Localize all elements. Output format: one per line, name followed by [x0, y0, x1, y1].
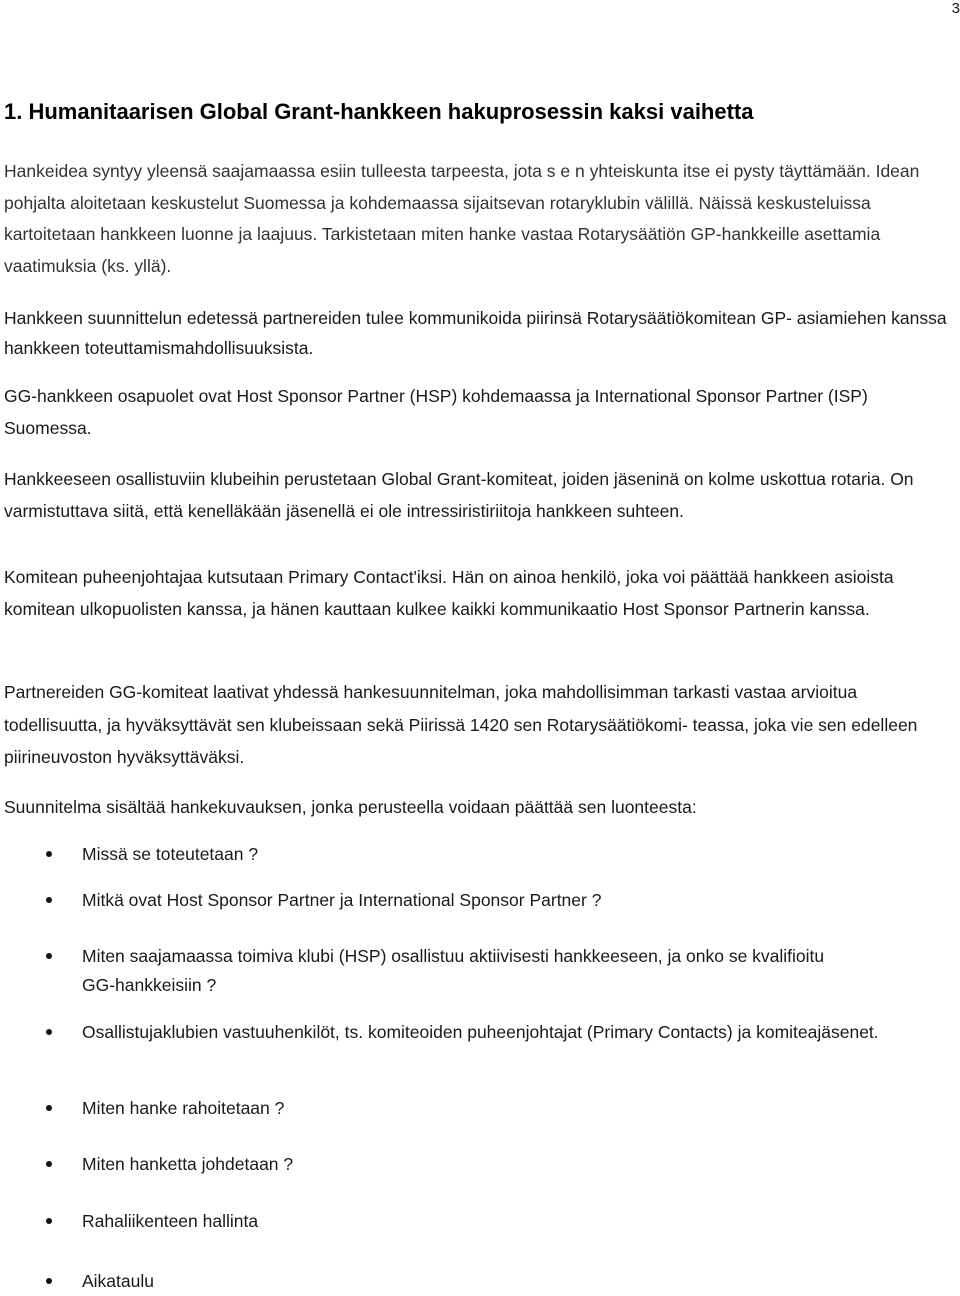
list-item-text: Mitkä ovat Host Sponsor Partner ja International Sponsor Partner ? — [82, 890, 602, 910]
list-item-text: Aikataulu — [82, 1271, 154, 1291]
bullet-icon — [46, 897, 52, 903]
list-item — [82, 942, 842, 999]
list-item — [82, 1267, 922, 1296]
list-item — [82, 840, 922, 869]
paragraph-communication: Hankkeen suunnittelun edetessä partnereiden tulee kommunikoida piirinsä Rotarysäätiökomitean GP- asiamiehen kanssa hankkeen toteuttamismahdollisuuksista. — [4, 308, 947, 358]
bullet-icon — [46, 1105, 52, 1111]
list-item-text: Miten hanke rahoitetaan ? — [82, 1098, 285, 1118]
page-number: 3 — [951, 0, 960, 17]
bullet-icon — [46, 1278, 52, 1284]
paragraph-project-plan: Partnereiden GG-komiteat laativat yhdessä hankesuunnitelman, joka mahdollisimman tarkasti vastaa arvioitua todellisuutta, ja hyväksyttävät sen klubeissaan sekä Piirissä 1420 sen Rotarysäätiökomi- teassa, joka vie sen edelleen piirineuvoston hyväksyttäväksi. — [4, 682, 918, 767]
list-item-text: Miten saajamaassa toimiva klubi (HSP) osallistuu aktiivisesti hankkeeseen, ja onko se kvalifioitu GG-hankkeisiin ? — [82, 946, 825, 995]
list-item — [82, 1207, 922, 1236]
section-heading: 1. Humanitaarisen Global Grant-hankkeen hakuprosessin kaksi vaihetta — [4, 99, 754, 124]
list-item — [82, 1150, 922, 1179]
list-item — [82, 1094, 922, 1123]
bullet-icon — [46, 851, 52, 857]
paragraph-primary-contact: Komitean puheenjohtajaa kutsutaan Primary Contact'iksi. Hän on ainoa henkilö, joka voi päättää hankkeen asioista komitean ulkopuolisten kanssa, ja hänen kauttaan kulkee kaikki kommunikaatio Host Sponsor Partnerin kanssa. — [4, 567, 894, 619]
list-item-text: Rahaliikenteen hallinta — [82, 1211, 259, 1231]
paragraph-parties: GG-hankkeen osapuolet ovat Host Sponsor Partner (HSP) kohdemaassa ja International Sponsor Partner (ISP) Suomessa. — [4, 386, 868, 438]
bullet-icon — [46, 1218, 52, 1224]
bullet-icon — [46, 1161, 52, 1167]
paragraph-plan-contents: Suunnitelma sisältää hankekuvauksen, jonka perusteella voidaan päättää sen luonteesta: — [4, 797, 697, 817]
list-item — [82, 886, 922, 915]
list-item — [82, 1018, 912, 1047]
list-item-text: Missä se toteutetaan ? — [82, 844, 259, 864]
paragraph-committees: Hankkeeseen osallistuviin klubeihin perustetaan Global Grant-komiteat, joiden jäseninä on kolme uskottua rotaria. On varmistuttava siitä, että kenelläkään jäsenellä ei ole intressiristiriitoja hankkeen suhteen. — [4, 469, 914, 521]
paragraph-intro: Hankeidea syntyy yleensä saajamaassa esiin tulleesta tarpeesta, jota s e n yhteiskunta itse ei pysty täyttämään. Idean pohjalta aloitetaan keskustelut Suomessa ja kohdemaassa sijaitsevan rotaryklubin välillä. Näissä keskusteluissa kartoitetaan hankkeen luonne ja laajuus. Tarkistetaan miten hanke vastaa Rotarysäätiön GP-hankkeille asettamia vaatimuksia (ks. yllä). — [4, 161, 920, 276]
list-item-text: Miten hanketta johdetaan ? — [82, 1154, 294, 1174]
list-item-text: Osallistujaklubien vastuuhenkilöt, ts. komiteoiden puheenjohtajat (Primary Contacts) ja komiteajäsenet. — [82, 1022, 879, 1042]
bullet-icon — [46, 953, 52, 959]
bullet-icon — [46, 1029, 52, 1035]
